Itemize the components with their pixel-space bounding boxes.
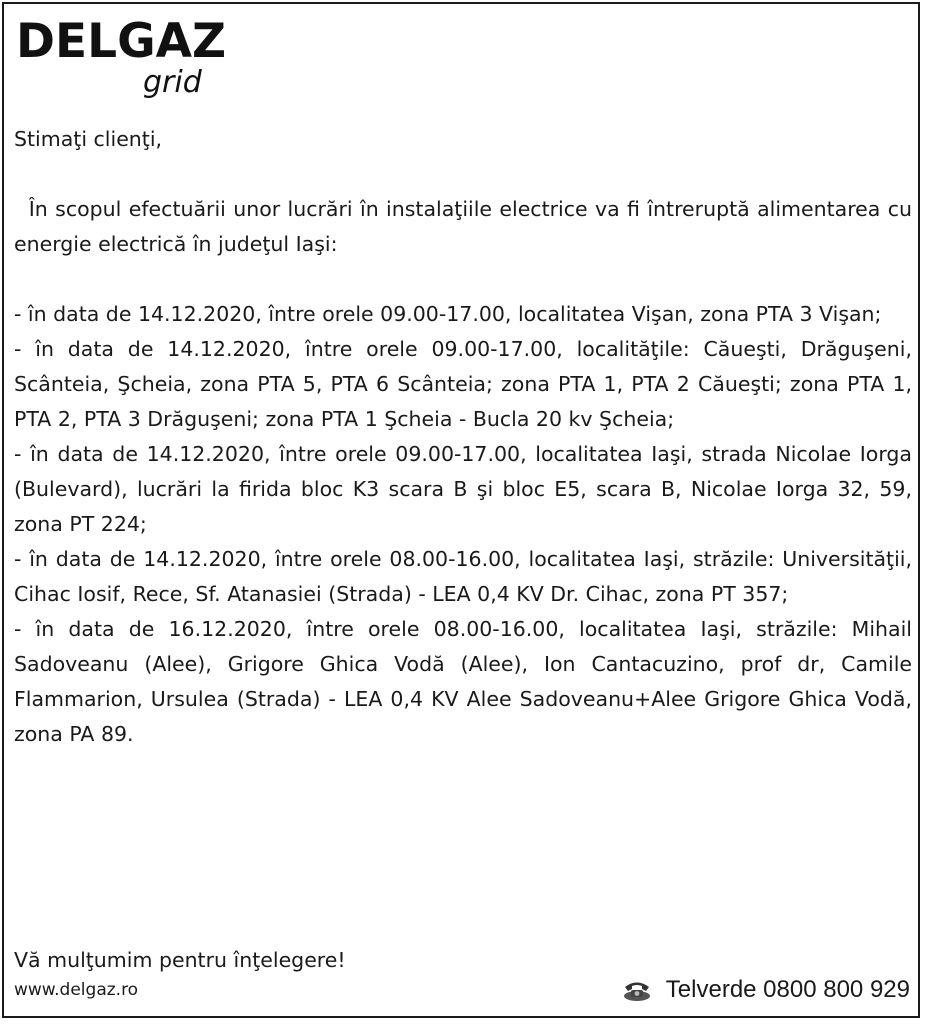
notice-body [14, 122, 912, 752]
logo-subtitle: grid [143, 65, 202, 100]
logo-wordmark: DELGAZ [16, 14, 227, 69]
greeting: Stimaţi clienţi, [14, 127, 163, 151]
outage-item: - în data de 14.12.2020, între orele 08.00-16.00, localitatea Iaşi, străzile: Universităţii, Cihac Iosif, Rece, Sf. Atanasiei (Strada) - LEA 0,4 KV Dr. Cihac, zona PT 357; [14, 547, 912, 606]
delgaz-grid-logo [16, 14, 246, 104]
telephone-icon [622, 978, 652, 1002]
hotline [622, 976, 910, 1004]
outage-item: - în data de 14.12.2020, între orele 09.00-17.00, localităţile: Căueşti, Drăguşeni, Scânteia, Şcheia, zona PTA 5, PTA 6 Scânteia; zona PTA 1, PTA 2 Căueşti; zona PTA 1, PTA 2, PTA 3 Drăguşeni; zona PTA 1 Şcheia - Bucla 20 kv Şcheia; [14, 337, 912, 431]
outage-item: - în data de 14.12.2020, între orele 09.00-17.00, localitatea Vişan, zona PTA 3 Vişan; [14, 302, 882, 326]
intro-paragraph [14, 192, 912, 262]
hotline-number: Telverde 0800 800 929 [665, 976, 910, 1003]
intro-text: În scopul efectuării unor lucrări în instalaţiile electrice va fi întreruptă alimentarea cu energie electrică în judeţul Iaşi: [14, 197, 912, 256]
website-link[interactable]: www.delgaz.ro [14, 980, 139, 1000]
outage-item: - în data de 14.12.2020, între orele 09.00-17.00, localitatea Iaşi, strada Nicolae Iorga (Bulevard), lucrări la firida bloc K3 scara B şi bloc E5, scara B, Nicolae Iorga 32, 59, zona PT 224; [14, 442, 912, 536]
outage-item: - în data de 16.12.2020, între orele 08.00-16.00, localitatea Iaşi, străzile: Mihail Sadoveanu (Alee), Grigore Ghica Vodă (Alee), Ion Cantacuzino, prof dr, Camile Flammarion, Ursulea (Strada) - LEA 0,4 KV Alee Sadoveanu+Alee Grigore Ghica Vodă, zona PA 89. [14, 617, 912, 746]
closing-line: Vă mulţumim pentru înţelegere! [14, 947, 346, 972]
